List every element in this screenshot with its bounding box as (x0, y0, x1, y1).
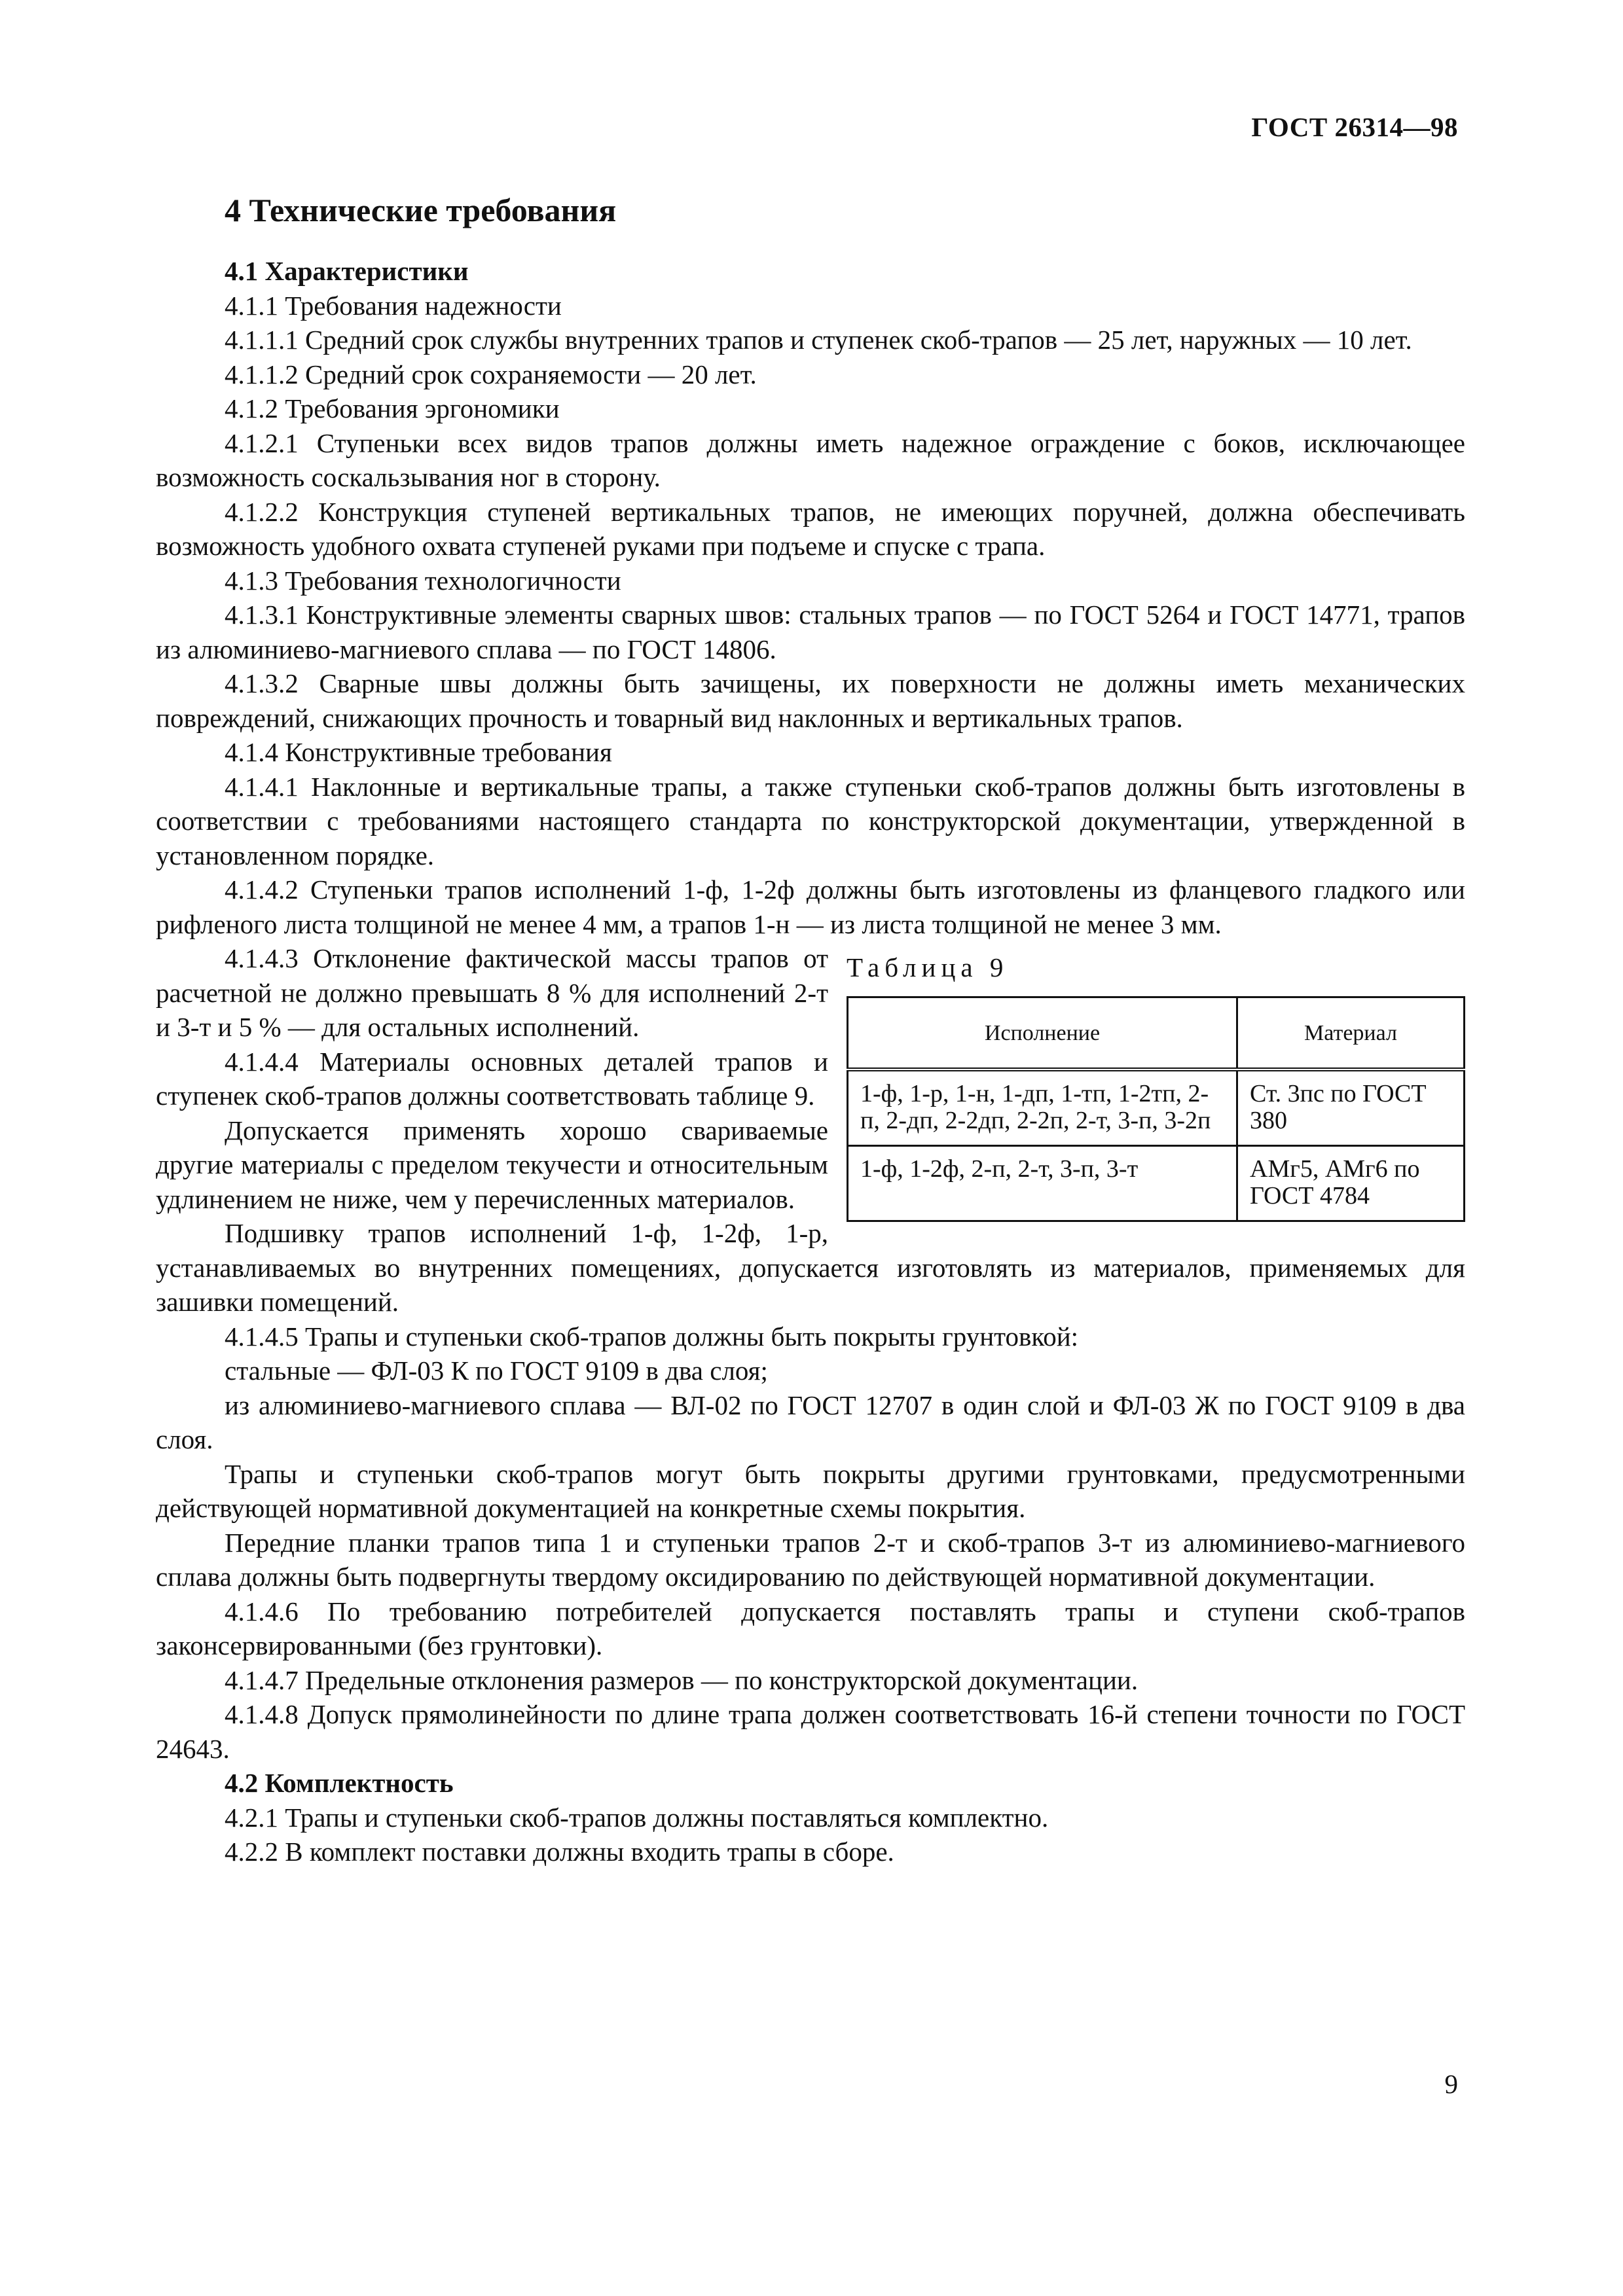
clause: 4.1.2.1 Ступеньки всех видов трапов должны иметь надежное ограждение с боков, исключающее возможность соскальзывания ног в сторону. (156, 427, 1465, 492)
variant-cell: 1-ф, 1-2ф, 2-п, 2-т, 3-п, 3-т (848, 1146, 1237, 1221)
clause: Передние планки трапов типа 1 и ступеньки трапов 2-т и скоб-трапов 3-т из алюминиево-магниевого сплава должны быть подвергнуты твердому оксидированию по действующей нормативной документации. (156, 1527, 1465, 1592)
clause: 4.1.3 Требования технологичности (225, 565, 621, 596)
clause: 4.1.1 Требования надежности (225, 290, 562, 321)
body-text (156, 254, 1465, 1869)
column-header-material: Материал (1237, 997, 1465, 1070)
material-cell: АМг5, АМг6 по ГОСТ 4784 (1237, 1146, 1465, 1221)
clause: 4.1.4 Конструктивные требования (225, 737, 612, 767)
clause: 4.1.4.2 Ступеньки трапов исполнений 1-ф, 1-2ф должны быть изготовлены из фланцевого гладкого или рифленого листа толщиной не менее 4 мм, а трапов 1-н — из листа толщиной не менее 3 мм. (156, 874, 1465, 939)
clause: 4.2.1 Трапы и ступеньки скоб-трапов должны поставляться комплектно. (225, 1802, 1049, 1833)
clause: стальные — ФЛ-03 К по ГОСТ 9109 в два слоя; (225, 1355, 768, 1386)
clause: 4.1.4.4 Материалы основных деталей трапов и ступенек скоб-трапов должны соответствовать таблице 9. (156, 1046, 828, 1111)
clause: из алюминиево-магниевого сплава — ВЛ-02 по ГОСТ 12707 в один слой и ФЛ-03 Ж по ГОСТ 9109 в два слоя. (156, 1390, 1465, 1454)
subsection-heading: 4.2 Комплектность (225, 1768, 454, 1798)
clause: 4.1.2.2 Конструкция ступеней вертикальных трапов, не имеющих поручней, должна обеспечивать возможность удобного охвата ступеней руками при подъеме и спуске с трапа. (156, 496, 1465, 561)
materials-table (847, 996, 1465, 1222)
clause: 4.1.4.5 Трапы и ступеньки скоб-трапов должны быть покрыты грунтовкой: (225, 1321, 1079, 1352)
column-header-variant: Исполнение (848, 997, 1237, 1070)
table-wrap-area (156, 941, 1465, 1216)
clause: 4.1.4.8 Допуск прямолинейности по длине трапа должен соответствовать 16-й степени точности по ГОСТ 24643. (156, 1699, 1465, 1764)
clause: Подшивку трапов исполнений 1-ф, 1-2ф, 1-р, устанавливаемых во внутренних помещениях, допускается изготовлять из материалов, применяемых для зашивки помещений. (156, 1218, 1465, 1317)
variant-cell: 1-ф, 1-р, 1-н, 1-дп, 1-тп, 1-2тп, 2-п, 2-дп, 2-2дп, 2-2п, 2-т, 3-п, 3-2п (848, 1069, 1237, 1146)
clause: Трапы и ступеньки скоб-трапов могут быть покрыты другими грунтовками, предусмотренными действующей нормативной документацией на конкретные схемы покрытия. (156, 1458, 1465, 1523)
table-header-row (848, 997, 1465, 1070)
table-9 (847, 941, 1465, 1222)
clause: 4.1.4.1 Наклонные и вертикальные трапы, а также ступеньки скоб-трапов должны быть изготовлены в соответствии с требованиями настоящего стандарта по конструкторской документации, утвержденной в установленном порядке. (156, 771, 1465, 870)
table-row (848, 1069, 1465, 1146)
clause: 4.1.4.6 По требованию потребителей допускается поставлять трапы и ступени скоб-трапов законсервированными (без грунтовки). (156, 1596, 1465, 1660)
section-title: 4 Технические требования (225, 192, 617, 228)
page-number: 9 (1444, 2069, 1458, 2099)
clause: 4.1.2 Требования эргономики (225, 393, 560, 423)
clause: 4.1.1.1 Средний срок службы внутренних трапов и ступенек скоб-трапов — 25 лет, наружных — 10 лет. (225, 325, 1412, 355)
clause: 4.2.2 В комплект поставки должны входить трапы в сборе. (225, 1837, 894, 1867)
clause: 4.1.4.3 Отклонение фактической массы трапов от расчетной не должно превышать 8 % для исполнений 2-т и 3-т и 5 % — для остальных исполнений. (156, 943, 828, 1042)
material-cell: Ст. 3пс по ГОСТ 380 (1237, 1069, 1465, 1146)
clause: Допускается применять хорошо свариваемые другие материалы с пределом текучести и относительным удлинением не ниже, чем у перечисленных материалов. (156, 1115, 828, 1214)
clause: 4.1.3.1 Конструктивные элементы сварных швов: стальных трапов — по ГОСТ 5264 и ГОСТ 14771, трапов из алюминиево-магниевого сплава — по ГОСТ 14806. (156, 600, 1465, 664)
clause: 4.1.1.2 Средний срок сохраняемости — 20 лет. (225, 359, 757, 389)
clause: 4.1.3.2 Сварные швы должны быть зачищены, их поверхности не должны иметь механических повреждений, снижающих прочность и товарный вид наклонных и вертикальных трапов. (156, 668, 1465, 733)
subsection-heading: 4.1 Характеристики (225, 256, 469, 286)
clause: 4.1.4.7 Предельные отклонения размеров — по конструкторской документации. (225, 1664, 1139, 1695)
table-row (848, 1146, 1465, 1221)
table-caption: Таблица 9 (847, 952, 1009, 982)
document-id: ГОСТ 26314—98 (1251, 112, 1458, 142)
